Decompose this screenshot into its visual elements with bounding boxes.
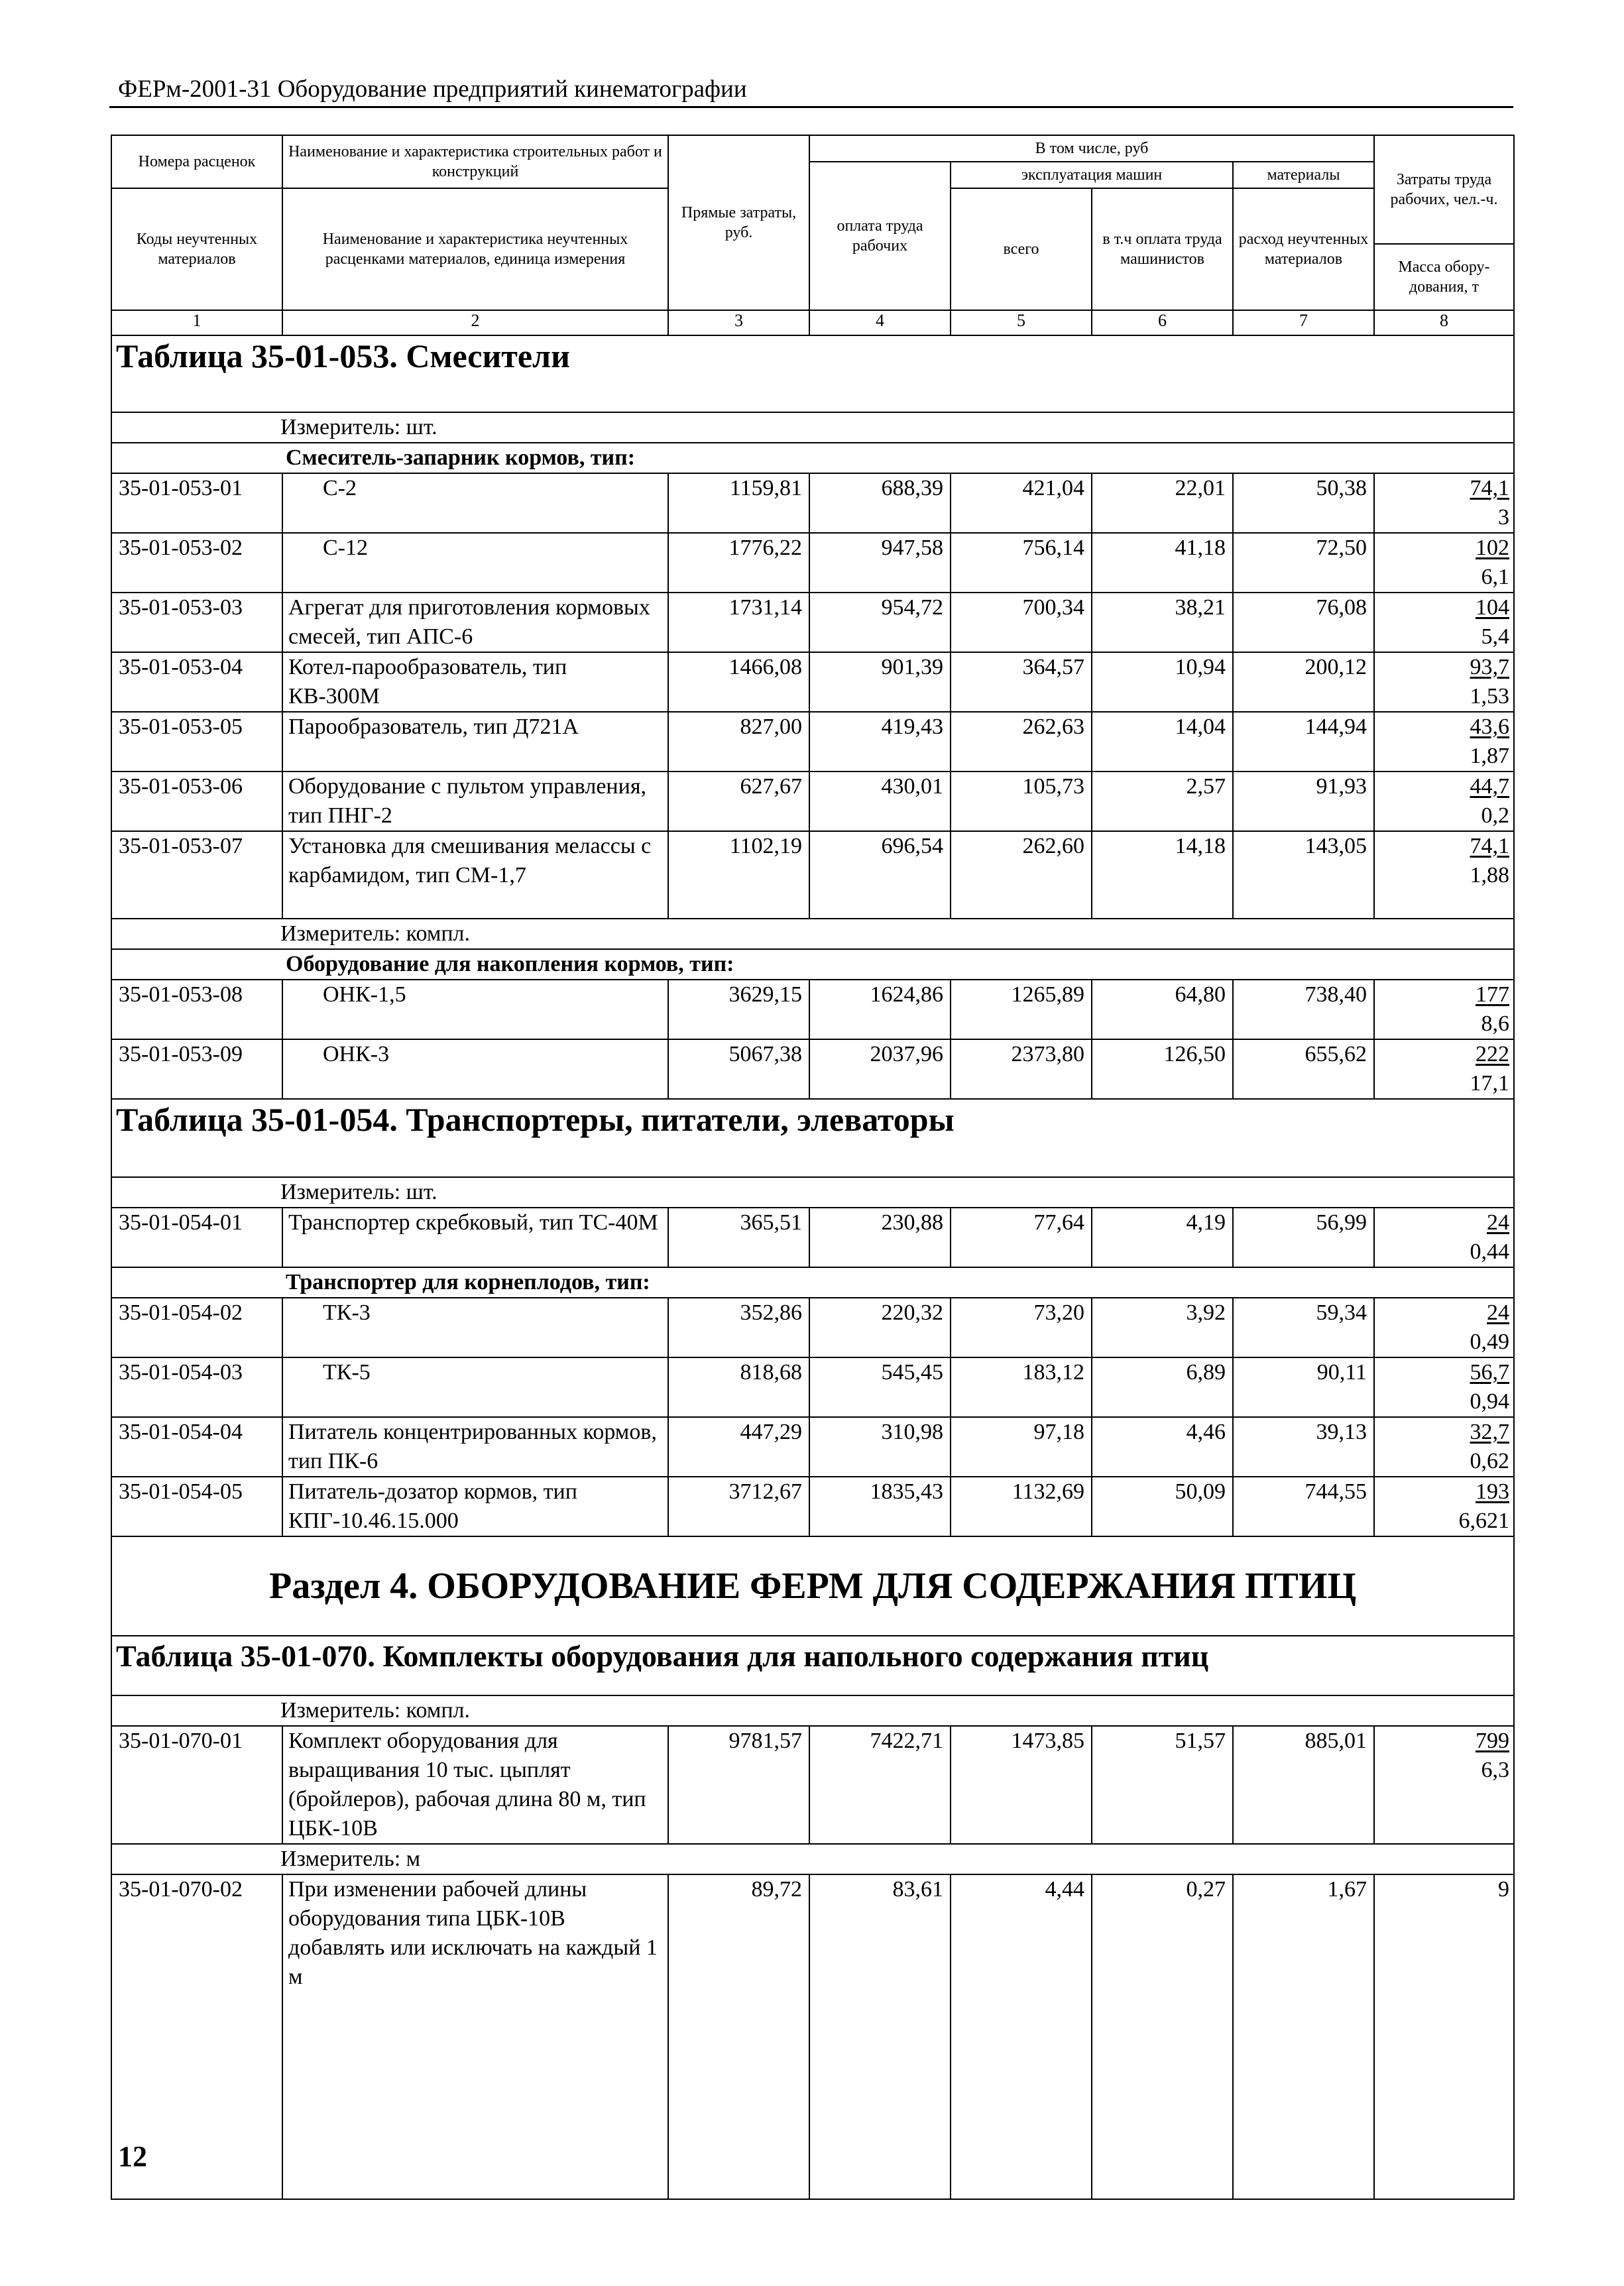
rate-code: 35-01-054-05 bbox=[111, 1477, 282, 1536]
header-code-bottom: Коды неучтенных материалов bbox=[111, 188, 282, 310]
table-row bbox=[111, 473, 1514, 533]
worker-wages: 419,43 bbox=[809, 712, 951, 772]
worker-wages: 430,01 bbox=[809, 772, 951, 831]
table-caption: Таблица 35-01-054. Транспортеры, питатели, элеваторы bbox=[111, 1099, 1514, 1177]
direct-cost: 9781,57 bbox=[668, 1726, 809, 1844]
worker-wages: 83,61 bbox=[809, 1874, 951, 2199]
worker-wages: 545,45 bbox=[809, 1357, 951, 1417]
price-norms-table bbox=[111, 135, 1515, 2200]
machine-total: 73,20 bbox=[951, 1298, 1092, 1357]
machinist-wages: 51,57 bbox=[1092, 1726, 1233, 1844]
header-direct-cost: Прямые затраты, руб. bbox=[668, 135, 809, 310]
rate-code: 35-01-053-02 bbox=[111, 533, 282, 593]
rate-code: 35-01-053-07 bbox=[111, 831, 282, 919]
machinist-wages: 41,18 bbox=[1092, 533, 1233, 593]
direct-cost: 827,00 bbox=[668, 712, 809, 772]
materials-cost: 91,93 bbox=[1233, 772, 1374, 831]
direct-cost: 365,51 bbox=[668, 1208, 809, 1267]
direct-cost: 447,29 bbox=[668, 1417, 809, 1477]
work-name: ОНК-3 bbox=[282, 1039, 668, 1099]
materials-cost: 744,55 bbox=[1233, 1477, 1374, 1536]
measure-unit: Измеритель: компл. bbox=[111, 1695, 1514, 1726]
machinist-wages: 3,92 bbox=[1092, 1298, 1233, 1357]
work-name: Питатель-дозатор кормов, тип КПГ-10.46.15.000 bbox=[282, 1477, 668, 1536]
machine-total: 1132,69 bbox=[951, 1477, 1092, 1536]
labor-mass-cell bbox=[1374, 1726, 1514, 1844]
worker-wages: 310,98 bbox=[809, 1417, 951, 1477]
machine-total: 183,12 bbox=[951, 1357, 1092, 1417]
table-row bbox=[111, 593, 1514, 652]
direct-cost: 5067,38 bbox=[668, 1039, 809, 1099]
machine-total: 421,04 bbox=[951, 473, 1092, 533]
equipment-mass: 17,1 bbox=[1470, 1071, 1509, 1096]
labor-mass-cell bbox=[1374, 1298, 1514, 1357]
machinist-wages: 14,04 bbox=[1092, 712, 1233, 772]
labor-mass-cell bbox=[1374, 1039, 1514, 1099]
worker-wages: 230,88 bbox=[809, 1208, 951, 1267]
work-name: С-2 bbox=[282, 473, 668, 533]
labor-hours: 44,7 bbox=[1470, 774, 1509, 799]
materials-cost: 738,40 bbox=[1233, 980, 1374, 1039]
machine-total: 77,64 bbox=[951, 1208, 1092, 1267]
rate-code: 35-01-054-02 bbox=[111, 1298, 282, 1357]
column-number: 1 bbox=[111, 310, 282, 335]
equipment-mass: 0,49 bbox=[1470, 1330, 1509, 1354]
rate-code: 35-01-053-08 bbox=[111, 980, 282, 1039]
labor-hours: 799 bbox=[1476, 1729, 1509, 1753]
header-unaccounted-materials: расход неучтенных материалов bbox=[1233, 188, 1374, 310]
labor-hours: 222 bbox=[1476, 1042, 1509, 1066]
direct-cost: 3629,15 bbox=[668, 980, 809, 1039]
labor-hours: 102 bbox=[1476, 536, 1509, 560]
measure-unit: Измеритель: м bbox=[111, 1844, 1514, 1874]
header-name-top: Наименование и характеристика строительных работ и конструкций bbox=[282, 135, 668, 188]
measure-unit: Измеритель: шт. bbox=[111, 1177, 1514, 1208]
machine-total: 700,34 bbox=[951, 593, 1092, 652]
work-name: ТК-5 bbox=[282, 1357, 668, 1417]
column-number: 8 bbox=[1374, 310, 1514, 335]
column-number: 2 bbox=[282, 310, 668, 335]
materials-cost: 144,94 bbox=[1233, 712, 1374, 772]
labor-mass-cell bbox=[1374, 652, 1514, 712]
materials-cost: 39,13 bbox=[1233, 1417, 1374, 1477]
labor-mass-cell bbox=[1374, 593, 1514, 652]
labor-hours: 193 bbox=[1476, 1479, 1509, 1504]
worker-wages: 7422,71 bbox=[809, 1726, 951, 1844]
table-row bbox=[111, 1357, 1514, 1417]
labor-hours: 32,7 bbox=[1470, 1420, 1509, 1444]
machine-total: 756,14 bbox=[951, 533, 1092, 593]
labor-hours: 56,7 bbox=[1470, 1360, 1509, 1385]
rate-code: 35-01-054-01 bbox=[111, 1208, 282, 1267]
work-name: При изменении рабочей длины оборудования типа ЦБК-10В добавлять или исключать на каждый 1 м bbox=[282, 1874, 668, 2199]
header-rule bbox=[109, 106, 1513, 108]
group-heading: Оборудование для накопления кормов, тип: bbox=[111, 949, 1514, 980]
work-name: Установка для смешивания мелассы с карбамидом, тип СМ-1,7 bbox=[282, 831, 668, 919]
machine-total: 105,73 bbox=[951, 772, 1092, 831]
group-heading: Транспортер для корнеплодов, тип: bbox=[111, 1267, 1514, 1298]
labor-mass-cell bbox=[1374, 533, 1514, 593]
labor-mass-cell bbox=[1374, 1477, 1514, 1536]
labor-hours: 93,7 bbox=[1470, 655, 1509, 679]
labor-mass-cell bbox=[1374, 772, 1514, 831]
header-materials: материалы bbox=[1233, 162, 1374, 188]
equipment-mass: 0,44 bbox=[1470, 1239, 1509, 1264]
rate-code: 35-01-070-02 bbox=[111, 1874, 282, 2199]
labor-mass-cell bbox=[1374, 1208, 1514, 1267]
machine-total: 1473,85 bbox=[951, 1726, 1092, 1844]
rate-code: 35-01-053-01 bbox=[111, 473, 282, 533]
machine-total: 364,57 bbox=[951, 652, 1092, 712]
machine-total: 262,60 bbox=[951, 831, 1092, 919]
machine-total: 2373,80 bbox=[951, 1039, 1092, 1099]
table-row bbox=[111, 533, 1514, 593]
column-number: 6 bbox=[1092, 310, 1233, 335]
machinist-wages: 38,21 bbox=[1092, 593, 1233, 652]
labor-mass-cell bbox=[1374, 831, 1514, 919]
table-row bbox=[111, 1208, 1514, 1267]
worker-wages: 696,54 bbox=[809, 831, 951, 919]
work-name: С-12 bbox=[282, 533, 668, 593]
machinist-wages: 14,18 bbox=[1092, 831, 1233, 919]
labor-mass-cell bbox=[1374, 1357, 1514, 1417]
rate-code: 35-01-054-03 bbox=[111, 1357, 282, 1417]
machinist-wages: 126,50 bbox=[1092, 1039, 1233, 1099]
direct-cost: 818,68 bbox=[668, 1357, 809, 1417]
column-number: 3 bbox=[668, 310, 809, 335]
equipment-mass: 0,2 bbox=[1481, 803, 1509, 828]
header-including: В том числе, руб bbox=[809, 135, 1374, 162]
rate-code: 35-01-054-04 bbox=[111, 1417, 282, 1477]
machinist-wages: 0,27 bbox=[1092, 1874, 1233, 2199]
machinist-wages: 10,94 bbox=[1092, 652, 1233, 712]
worker-wages: 220,32 bbox=[809, 1298, 951, 1357]
direct-cost: 1731,14 bbox=[668, 593, 809, 652]
column-number: 7 bbox=[1233, 310, 1374, 335]
machine-total: 262,63 bbox=[951, 712, 1092, 772]
equipment-mass: 6,3 bbox=[1481, 1758, 1509, 1782]
machinist-wages: 2,57 bbox=[1092, 772, 1233, 831]
direct-cost: 627,67 bbox=[668, 772, 809, 831]
header-equipment-mass: Масса обору-дования, т bbox=[1374, 244, 1514, 310]
materials-cost: 50,38 bbox=[1233, 473, 1374, 533]
equipment-mass: 5,4 bbox=[1481, 624, 1509, 649]
materials-cost: 90,11 bbox=[1233, 1357, 1374, 1417]
measure-unit: Измеритель: компл. bbox=[111, 919, 1514, 949]
work-name: Оборудование с пультом управления, тип ПНГ-2 bbox=[282, 772, 668, 831]
rate-code: 35-01-070-01 bbox=[111, 1726, 282, 1844]
labor-mass-cell bbox=[1374, 473, 1514, 533]
direct-cost: 352,86 bbox=[668, 1298, 809, 1357]
materials-cost: 1,67 bbox=[1233, 1874, 1374, 2199]
direct-cost: 1102,19 bbox=[668, 831, 809, 919]
worker-wages: 688,39 bbox=[809, 473, 951, 533]
equipment-mass: 1,88 bbox=[1470, 863, 1509, 887]
machinist-wages: 50,09 bbox=[1092, 1477, 1233, 1536]
machinist-wages: 64,80 bbox=[1092, 980, 1233, 1039]
header-machinist-wages: в т.ч оплата труда машинистов bbox=[1092, 188, 1233, 310]
direct-cost: 1466,08 bbox=[668, 652, 809, 712]
page-number: 12 bbox=[118, 2140, 147, 2173]
table-row bbox=[111, 980, 1514, 1039]
header-name-bottom: Наименование и характеристика неучтенных расценками материалов, единица измерения bbox=[282, 188, 668, 310]
equipment-mass: 1,53 bbox=[1470, 684, 1509, 709]
table-row bbox=[111, 712, 1514, 772]
work-name: ТК-3 bbox=[282, 1298, 668, 1357]
header-worker-wages: оплата труда рабочих bbox=[809, 162, 951, 310]
column-number: 4 bbox=[809, 310, 951, 335]
equipment-mass: 0,62 bbox=[1470, 1449, 1509, 1473]
table-row bbox=[111, 1726, 1514, 1844]
rate-code: 35-01-053-09 bbox=[111, 1039, 282, 1099]
work-name: Транспортер скребковый, тип ТС-40М bbox=[282, 1208, 668, 1267]
labor-hours: 104 bbox=[1476, 595, 1509, 620]
group-heading: Смеситель-запарник кормов, тип: bbox=[111, 443, 1514, 473]
header-code-top: Номера расценок bbox=[111, 135, 282, 188]
direct-cost: 1159,81 bbox=[668, 473, 809, 533]
header-labor-hours: Затраты труда рабочих, чел.-ч. bbox=[1374, 135, 1514, 244]
header-machine-total: всего bbox=[951, 188, 1092, 310]
work-name: Парообразователь, тип Д721А bbox=[282, 712, 668, 772]
work-name: Котел-парообразователь, тип КВ-300М bbox=[282, 652, 668, 712]
equipment-mass: 0,94 bbox=[1470, 1389, 1509, 1414]
direct-cost: 3712,67 bbox=[668, 1477, 809, 1536]
materials-cost: 59,34 bbox=[1233, 1298, 1374, 1357]
work-name: Питатель концентрированных кормов, тип ПК-6 bbox=[282, 1417, 668, 1477]
running-header: ФЕРм-2001-31 Оборудование предприятий кинематографии bbox=[118, 76, 747, 103]
worker-wages: 954,72 bbox=[809, 593, 951, 652]
labor-hours: 24 bbox=[1487, 1210, 1509, 1235]
materials-cost: 56,99 bbox=[1233, 1208, 1374, 1267]
worker-wages: 901,39 bbox=[809, 652, 951, 712]
table-row bbox=[111, 831, 1514, 919]
labor-hours: 177 bbox=[1476, 982, 1509, 1007]
materials-cost: 655,62 bbox=[1233, 1039, 1374, 1099]
equipment-mass: 3 bbox=[1498, 505, 1509, 530]
table-row bbox=[111, 1298, 1514, 1357]
materials-cost: 200,12 bbox=[1233, 652, 1374, 712]
labor-hours: 74,1 bbox=[1470, 834, 1509, 858]
table-row bbox=[111, 1477, 1514, 1536]
rate-code: 35-01-053-03 bbox=[111, 593, 282, 652]
labor-hours-cell bbox=[1374, 1874, 1514, 2199]
rate-code: 35-01-053-05 bbox=[111, 712, 282, 772]
machinist-wages: 22,01 bbox=[1092, 473, 1233, 533]
equipment-mass: 6,621 bbox=[1458, 1509, 1509, 1533]
machinist-wages: 4,46 bbox=[1092, 1417, 1233, 1477]
labor-mass-cell bbox=[1374, 1417, 1514, 1477]
table-row bbox=[111, 652, 1514, 712]
machine-total: 1265,89 bbox=[951, 980, 1092, 1039]
table-row bbox=[111, 1874, 1514, 2199]
table-caption: Таблица 35-01-053. Смесители bbox=[111, 335, 1514, 412]
equipment-mass: 1,87 bbox=[1470, 744, 1509, 768]
labor-hours: 74,1 bbox=[1470, 476, 1509, 500]
header-machine-operation: эксплуатация машин bbox=[951, 162, 1233, 188]
machinist-wages: 6,89 bbox=[1092, 1357, 1233, 1417]
worker-wages: 2037,96 bbox=[809, 1039, 951, 1099]
table-row bbox=[111, 772, 1514, 831]
rate-code: 35-01-053-06 bbox=[111, 772, 282, 831]
machinist-wages: 4,19 bbox=[1092, 1208, 1233, 1267]
materials-cost: 885,01 bbox=[1233, 1726, 1374, 1844]
direct-cost: 89,72 bbox=[668, 1874, 809, 2199]
column-number: 5 bbox=[951, 310, 1092, 335]
machine-total: 97,18 bbox=[951, 1417, 1092, 1477]
labor-hours: 43,6 bbox=[1470, 714, 1509, 739]
work-name: ОНК-1,5 bbox=[282, 980, 668, 1039]
section-heading: Раздел 4. ОБОРУДОВАНИЕ ФЕРМ ДЛЯ СОДЕРЖАНИЯ ПТИЦ bbox=[111, 1536, 1514, 1636]
work-name: Агрегат для приготовления кормовых смесей, тип АПС-6 bbox=[282, 593, 668, 652]
direct-cost: 1776,22 bbox=[668, 533, 809, 593]
equipment-mass: 6,1 bbox=[1481, 565, 1509, 589]
worker-wages: 1624,86 bbox=[809, 980, 951, 1039]
labor-hours: 9 bbox=[1498, 1877, 1509, 1902]
labor-hours: 24 bbox=[1487, 1300, 1509, 1325]
labor-mass-cell bbox=[1374, 980, 1514, 1039]
table-caption: Таблица 35-01-070. Комплекты оборудования для напольного содержания птиц bbox=[111, 1636, 1514, 1695]
measure-unit: Измеритель: шт. bbox=[111, 412, 1514, 443]
table-row bbox=[111, 1039, 1514, 1099]
worker-wages: 947,58 bbox=[809, 533, 951, 593]
machine-total: 4,44 bbox=[951, 1874, 1092, 2199]
work-name: Комплект оборудования для выращивания 10 тыс. цыплят (бройлеров), рабочая длина 80 м, тип ЦБК-10В bbox=[282, 1726, 668, 1844]
materials-cost: 143,05 bbox=[1233, 831, 1374, 919]
labor-mass-cell bbox=[1374, 712, 1514, 772]
rate-code: 35-01-053-04 bbox=[111, 652, 282, 712]
table-row bbox=[111, 1417, 1514, 1477]
materials-cost: 72,50 bbox=[1233, 533, 1374, 593]
materials-cost: 76,08 bbox=[1233, 593, 1374, 652]
worker-wages: 1835,43 bbox=[809, 1477, 951, 1536]
equipment-mass: 8,6 bbox=[1481, 1011, 1509, 1036]
